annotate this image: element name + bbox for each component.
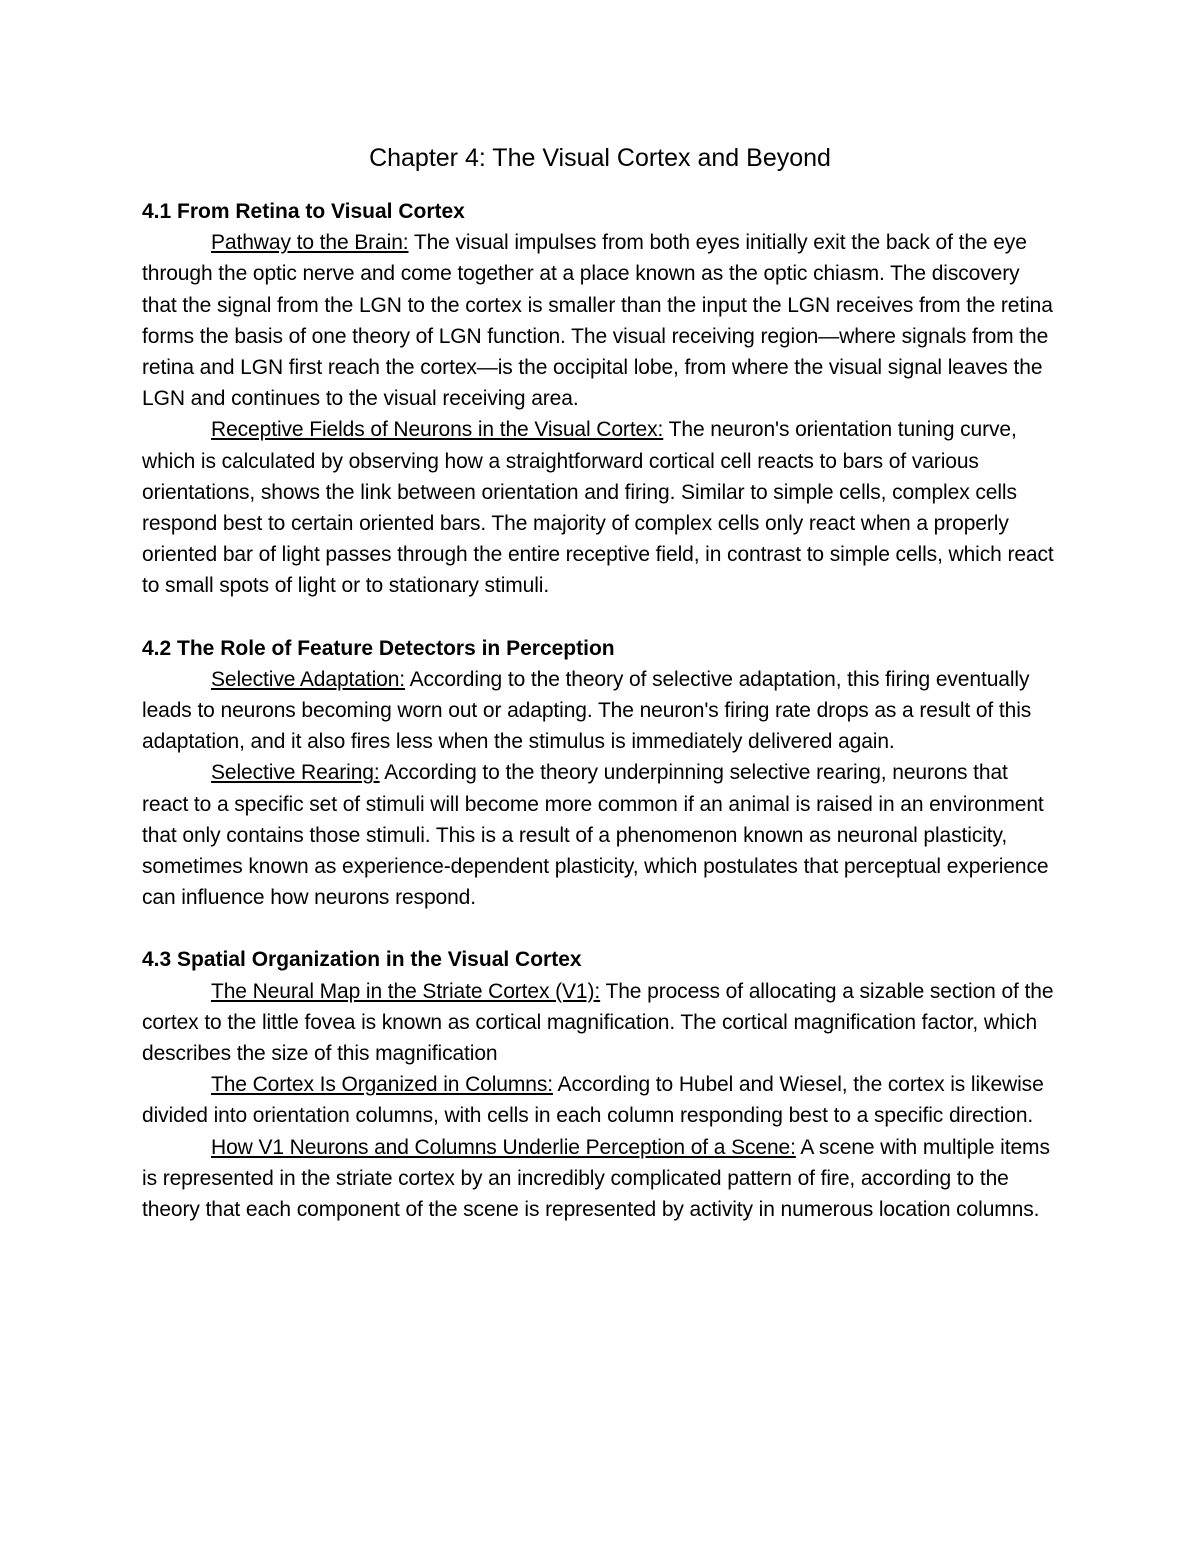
paragraph-term: How V1 Neurons and Columns Underlie Perception of a Scene:: [211, 1135, 796, 1159]
section-4-1: [142, 196, 1058, 602]
paragraph-term: The Neural Map in the Striate Cortex (V1):: [211, 979, 601, 1003]
document-page: [142, 140, 1058, 1256]
paragraph-term: The Cortex Is Organized in Columns:: [211, 1073, 553, 1097]
paragraph-term: Pathway to the Brain:: [211, 231, 409, 255]
paragraph-text: According to the theory of selective adaptation, this firing eventually leads to neurons becoming worn out or adapting. The neuron's firing rate drops as a result of this adaptation, and it also fires less when the stimulus is immediately delivered again.: [142, 667, 1032, 754]
section-heading: 4.1 From Retina to Visual Cortex: [142, 200, 465, 223]
document-title: Chapter 4: The Visual Cortex and Beyond: [369, 144, 831, 172]
paragraph-text: According to the theory underpinning selective rearing, neurons that react to a specific set of stimuli will become more common if an animal is raised in an environment that only contains those stimuli. This is a result of a phenomenon known as neuronal plasticity, sometimes known as experience-dependent plasticity, which postulates that perceptual experience can influence how neurons respond.: [142, 761, 1049, 910]
paragraph-text: The neuron's orientation tuning curve, which is calculated by observing how a straightforward cortical cell reacts to bars of various orientations, shows the link between orientation and firing. Similar to simple cells, complex cells respond best to certain oriented bars. The majority of complex cells only react when a properly oriented bar of light passes through the entire receptive field, in contrast to simple cells, which react to small spots of light or to stationary stimuli.: [142, 418, 1054, 598]
paragraph-text: A scene with multiple items is represented in the striate cortex by an incredibly complicated pattern of fire, according to the theory that each component of the scene is represented by activity in numerous location columns.: [142, 1135, 1050, 1222]
paragraph-selective-adaptation: [142, 664, 1058, 758]
section-4-2: [142, 633, 1058, 914]
paragraph-term: Selective Adaptation:: [211, 667, 406, 691]
paragraph-term: Receptive Fields of Neurons in the Visual Cortex:: [211, 418, 664, 442]
paragraph-v1-scene: [142, 1132, 1058, 1226]
paragraph-receptive-fields: [142, 414, 1058, 601]
paragraph-text: The process of allocating a sizable section of the cortex to the little fovea is known as cortical magnification. The cortical magnification factor, which describes the size of this magnification: [142, 979, 1054, 1066]
section-heading: 4.2 The Role of Feature Detectors in Perception: [142, 636, 615, 660]
paragraph-term: Selective Rearing:: [211, 761, 380, 785]
paragraph-neural-map: [142, 976, 1058, 1070]
paragraph-pathway-to-brain: [142, 227, 1058, 414]
paragraph-cortex-columns: [142, 1069, 1058, 1131]
section-heading: 4.3 Spatial Organization in the Visual Cortex: [142, 948, 582, 972]
paragraph-text: According to Hubel and Wiesel, the cortex is likewise divided into orientation columns, with cells in each column responding best to a specific direction.: [142, 1073, 1044, 1128]
paragraph-selective-rearing: [142, 757, 1058, 913]
paragraph-text: The visual impulses from both eyes initially exit the back of the eye through the optic nerve and come together at a place known as the optic chiasm. The discovery that the signal from the LGN to the cortex is smaller than the input the LGN receives from the retina forms the basis of one theory of LGN function. The visual receiving region—where signals from the retina and LGN first reach the cortex—is the occipital lobe, from where the visual signal leaves the LGN and continues to the visual receiving area.: [142, 231, 1053, 411]
section-4-3: [142, 944, 1058, 1225]
